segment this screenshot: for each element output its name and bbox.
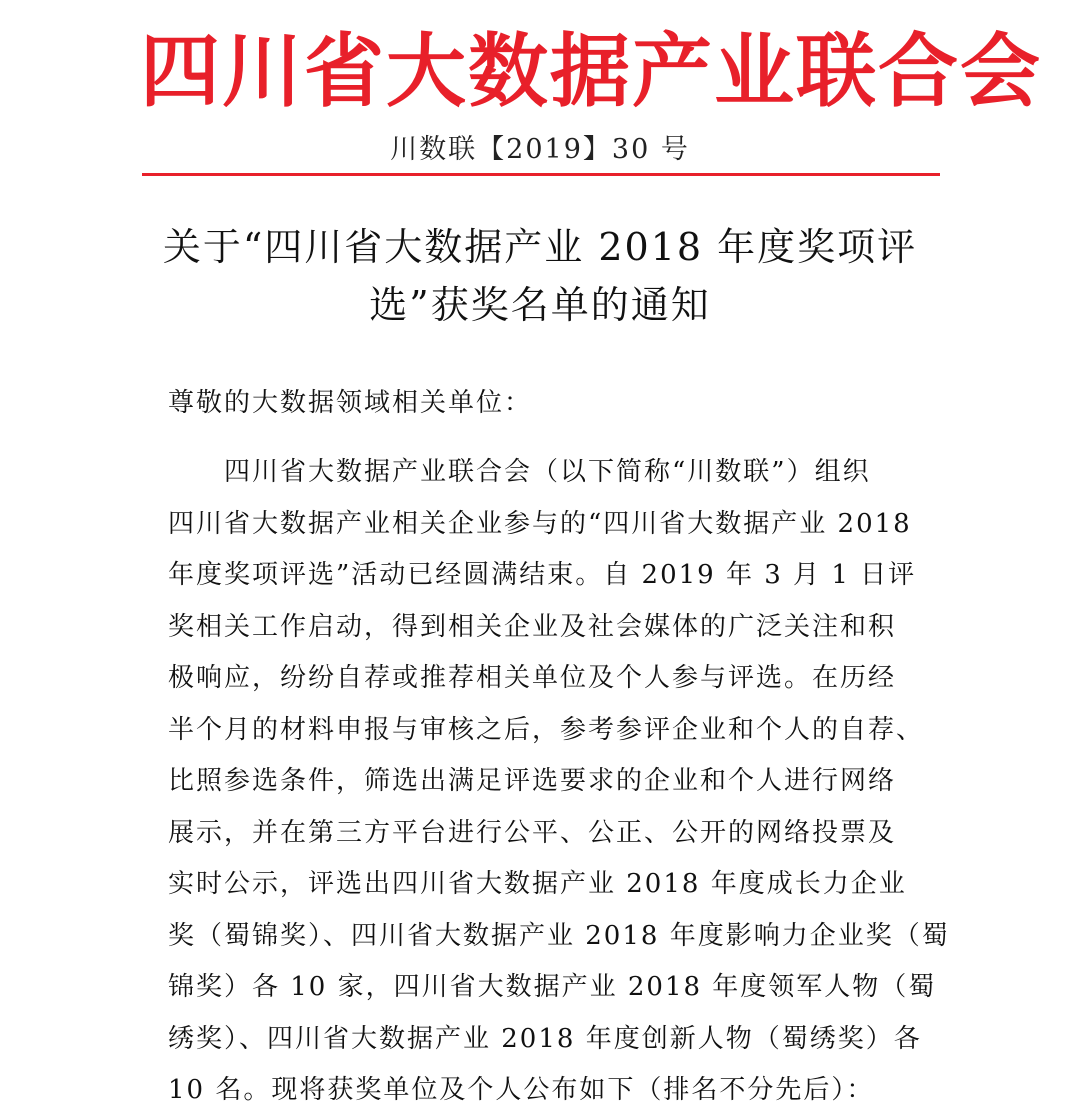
document-number: 川数联【2019】30 号 bbox=[390, 134, 690, 165]
salutation: 尊敬的大数据领域相关单位： bbox=[168, 388, 533, 418]
letterhead-red-rule bbox=[142, 173, 940, 176]
body-line: 奖相关工作启动，得到相关企业及社会媒体的广泛关注和积 bbox=[168, 611, 897, 642]
body-line: 绣奖）、四川省大数据产业 2018 年度创新人物（蜀绣奖）各 bbox=[168, 1023, 922, 1054]
body-line: 锦奖）各 10 家，四川省大数据产业 2018 年度领军人物（蜀 bbox=[168, 972, 937, 1002]
body-line: 展示，并在第三方平台进行公平、公正、公开的网络投票及 bbox=[168, 817, 897, 848]
body-line: 实时公示，评选出四川省大数据产业 2018 年度成长力企业 bbox=[168, 869, 907, 899]
body-line: 四川省大数据产业联合会（以下简称“川数联”）组织 bbox=[224, 457, 871, 487]
org-letterhead-title: 四川省大数据产业联合会 bbox=[140, 25, 1042, 118]
body-line: 奖（蜀锦奖）、四川省大数据产业 2018 年度影响力企业奖（蜀 bbox=[168, 920, 950, 951]
notice-title bbox=[140, 218, 940, 334]
body-paragraph bbox=[168, 447, 950, 1117]
notice-title-line: 选”获奖名单的通知 bbox=[369, 283, 711, 327]
body-line: 比照参选条件，筛选出满足评选要求的企业和个人进行网络 bbox=[168, 766, 897, 796]
body-line: 极响应，纷纷自荐或推荐相关单位及个人参与评选。在历经 bbox=[168, 663, 897, 693]
body-line: 半个月的材料申报与审核之后，参考参评企业和个人的自荐、 bbox=[168, 714, 925, 745]
body-line: 四川省大数据产业相关企业参与的“四川省大数据产业 2018 bbox=[168, 508, 912, 539]
notice-title-line: 关于“四川省大数据产业 2018 年度奖项评 bbox=[162, 225, 918, 269]
body-line: 年度奖项评选”活动已经圆满结束。自 2019 年 3 月 1 日评 bbox=[168, 560, 917, 590]
body-line: 10 名。现将获奖单位及个人公布如下（排名不分先后）： bbox=[168, 1075, 875, 1105]
